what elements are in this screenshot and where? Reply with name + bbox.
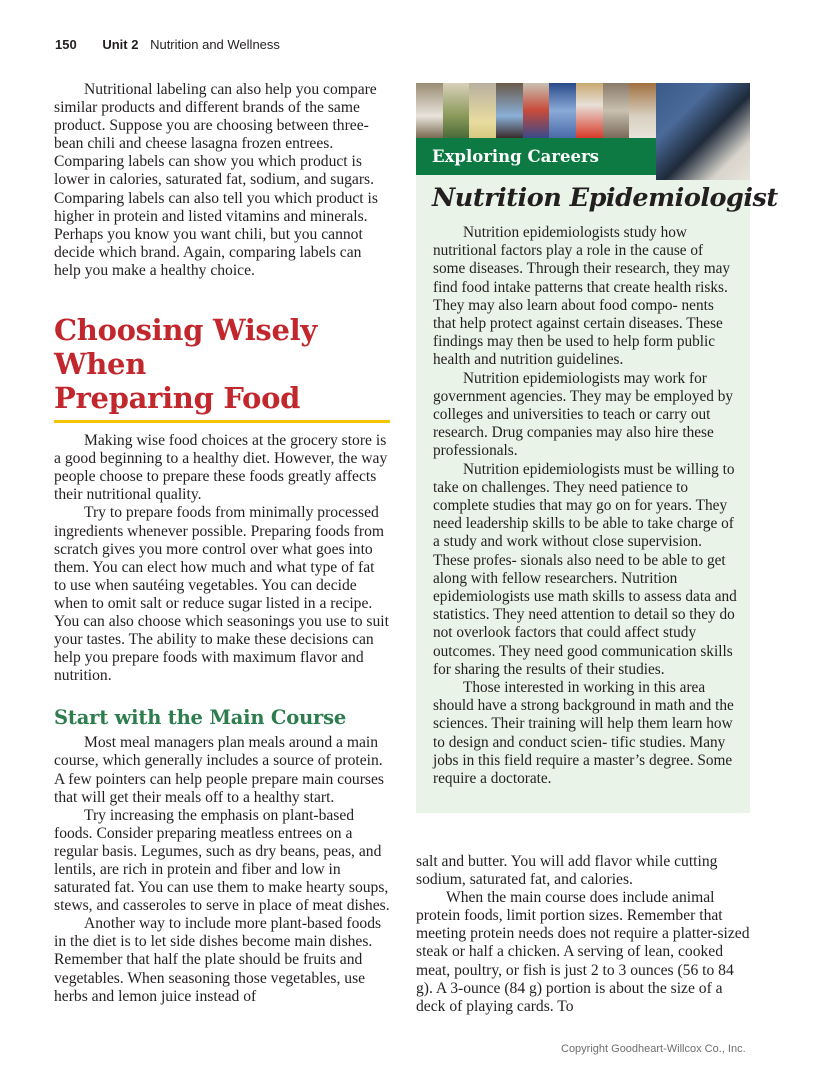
career-body bbox=[433, 224, 738, 788]
intro-paragraph: Nutritional labeling can also help you compare similar products and different brands of the same product. Suppose you are choosing between three-bean chili and cheese lasagna frozen entrees. Comparing labels can show you which product is lower in calories, saturated fat, sodium, and sugars. Comparing labels can also tell you which product is higher in protein and listed vitamins and minerals. Perhaps you know you want chili, but you cannot decide which brand. Again, comparing labels can help you make a healthy choice. bbox=[54, 81, 378, 279]
subsection-paragraph: Try increasing the emphasis on plant-based foods. Consider preparing meatless entrees on a regular basis. Legumes, such as dry beans, peas, and lentils, are rich in protein and fiber and low in saturated fat. You can use them to make hearty soups, stews, and casseroles to serve in place of meat dishes. bbox=[54, 806, 390, 915]
section-heading-line2: Preparing Food bbox=[54, 381, 301, 416]
career-paragraph: Nutrition epidemiologists must be willing to take on challenges. They need patience to complete studies that may go on for years. They need leadership skills to be able to take charge of a study and work without close supervision. These profes- sionals also need to be able to get along with fellow researchers. Nutrition epidemiologists use math skills to assess data and statistics. They need attention to detail so they do not overlook factors that could affect study outcomes. They need good communication skills for sharing the results of their studies. bbox=[433, 460, 737, 678]
continued-paragraph: salt and butter. You will add flavor while cutting sodium, saturated fat, and calories. bbox=[416, 853, 718, 889]
photo-worker bbox=[523, 83, 550, 138]
career-paragraph: Nutrition epidemiologists may work for government agencies. They may be employed by colleges and universities to teach or carry out research. Drug companies may also hire these professionals. bbox=[433, 369, 734, 460]
unit-label: Unit 2 bbox=[102, 37, 139, 52]
section-paragraph: Try to prepare foods from minimally processed ingredients whenever possible. Preparing foods from scratch gives you more control over what goes into them. You can elect how much and what type of fat to use when sautéing vegetables. You can decide when to omit salt or reduce sugar listed in a recipe. You can also choose which seasonings you use to suit your tastes. The ability to make these decisions can help you prepare foods with maximum flavor and nutrition. bbox=[54, 504, 389, 685]
section-paragraph: Making wise food choices at the grocery store is a good beginning to a healthy diet. However, the way people choose to prepare these foods greatly affects their nutritional quality. bbox=[54, 432, 388, 504]
copyright-notice: Copyright Goodheart-Willcox Co., Inc. bbox=[561, 1043, 746, 1055]
running-head bbox=[55, 37, 280, 52]
section-heading-line1: Choosing Wisely When bbox=[54, 313, 317, 382]
career-paragraph: Nutrition epidemiologists study how nutritional factors play a role in the cause of some diseases. Through their research, they may find food intake patterns that create health risks. They may also learn about food compo- nents that help protect against certain diseases. These findings may then be used to help form public health and nutrition guidelines. bbox=[433, 224, 731, 369]
subsection-paragraph: Another way to include more plant-based foods in the diet is to let side dishes become main dishes. Remember that half the plate should be fruits and vegetables. When seasoning those vegetables, use herbs and lemon juice instead of bbox=[54, 915, 382, 1005]
exploring-careers-box bbox=[416, 83, 778, 813]
photo-baker bbox=[603, 83, 630, 138]
career-banner-label: Exploring Careers bbox=[432, 147, 599, 166]
photo-researchers-at-computer bbox=[656, 83, 750, 180]
career-banner bbox=[416, 138, 656, 175]
photo-chef bbox=[416, 83, 443, 138]
subsection-paragraph: Most meal managers plan meals around a main course, which generally includes a source of protein. A few pointers can help people prepare main courses that will get their meals off to a healthy start. bbox=[54, 734, 384, 806]
photo-professional bbox=[629, 83, 656, 138]
career-photo-strip bbox=[416, 83, 656, 138]
right-column-continued bbox=[416, 853, 752, 1016]
subheading-main-course: Start with the Main Course bbox=[54, 706, 347, 730]
photo-server bbox=[496, 83, 523, 138]
page-number: 150 bbox=[55, 37, 77, 52]
photo-food-worker bbox=[469, 83, 496, 138]
photo-lab-technician bbox=[549, 83, 576, 138]
continued-paragraph: When the main course does include animal protein foods, limit portion sizes. Remember that meeting protein needs does not require a platter-sized steak or half a chicken. A serving of lean, cooked meat, poultry, or fish is just 2 to 3 ounces (56 to 84 g). A 3-ounce (84 g) portion is about the size of a deck of playing cards. To bbox=[416, 889, 750, 1015]
section-heading bbox=[54, 313, 390, 423]
photo-gardener bbox=[443, 83, 470, 138]
career-paragraph: Those interested in working in this area should have a strong background in math and the sciences. Their training will help them learn how to design and conduct scien- tific studies. Many jobs in this field require a master’s degree. Some require a doctorate. bbox=[433, 679, 734, 788]
career-title: Nutrition Epidemiologist bbox=[432, 183, 778, 213]
left-column bbox=[54, 81, 390, 1006]
photo-cook bbox=[576, 83, 603, 138]
unit-title: Nutrition and Wellness bbox=[150, 37, 280, 52]
